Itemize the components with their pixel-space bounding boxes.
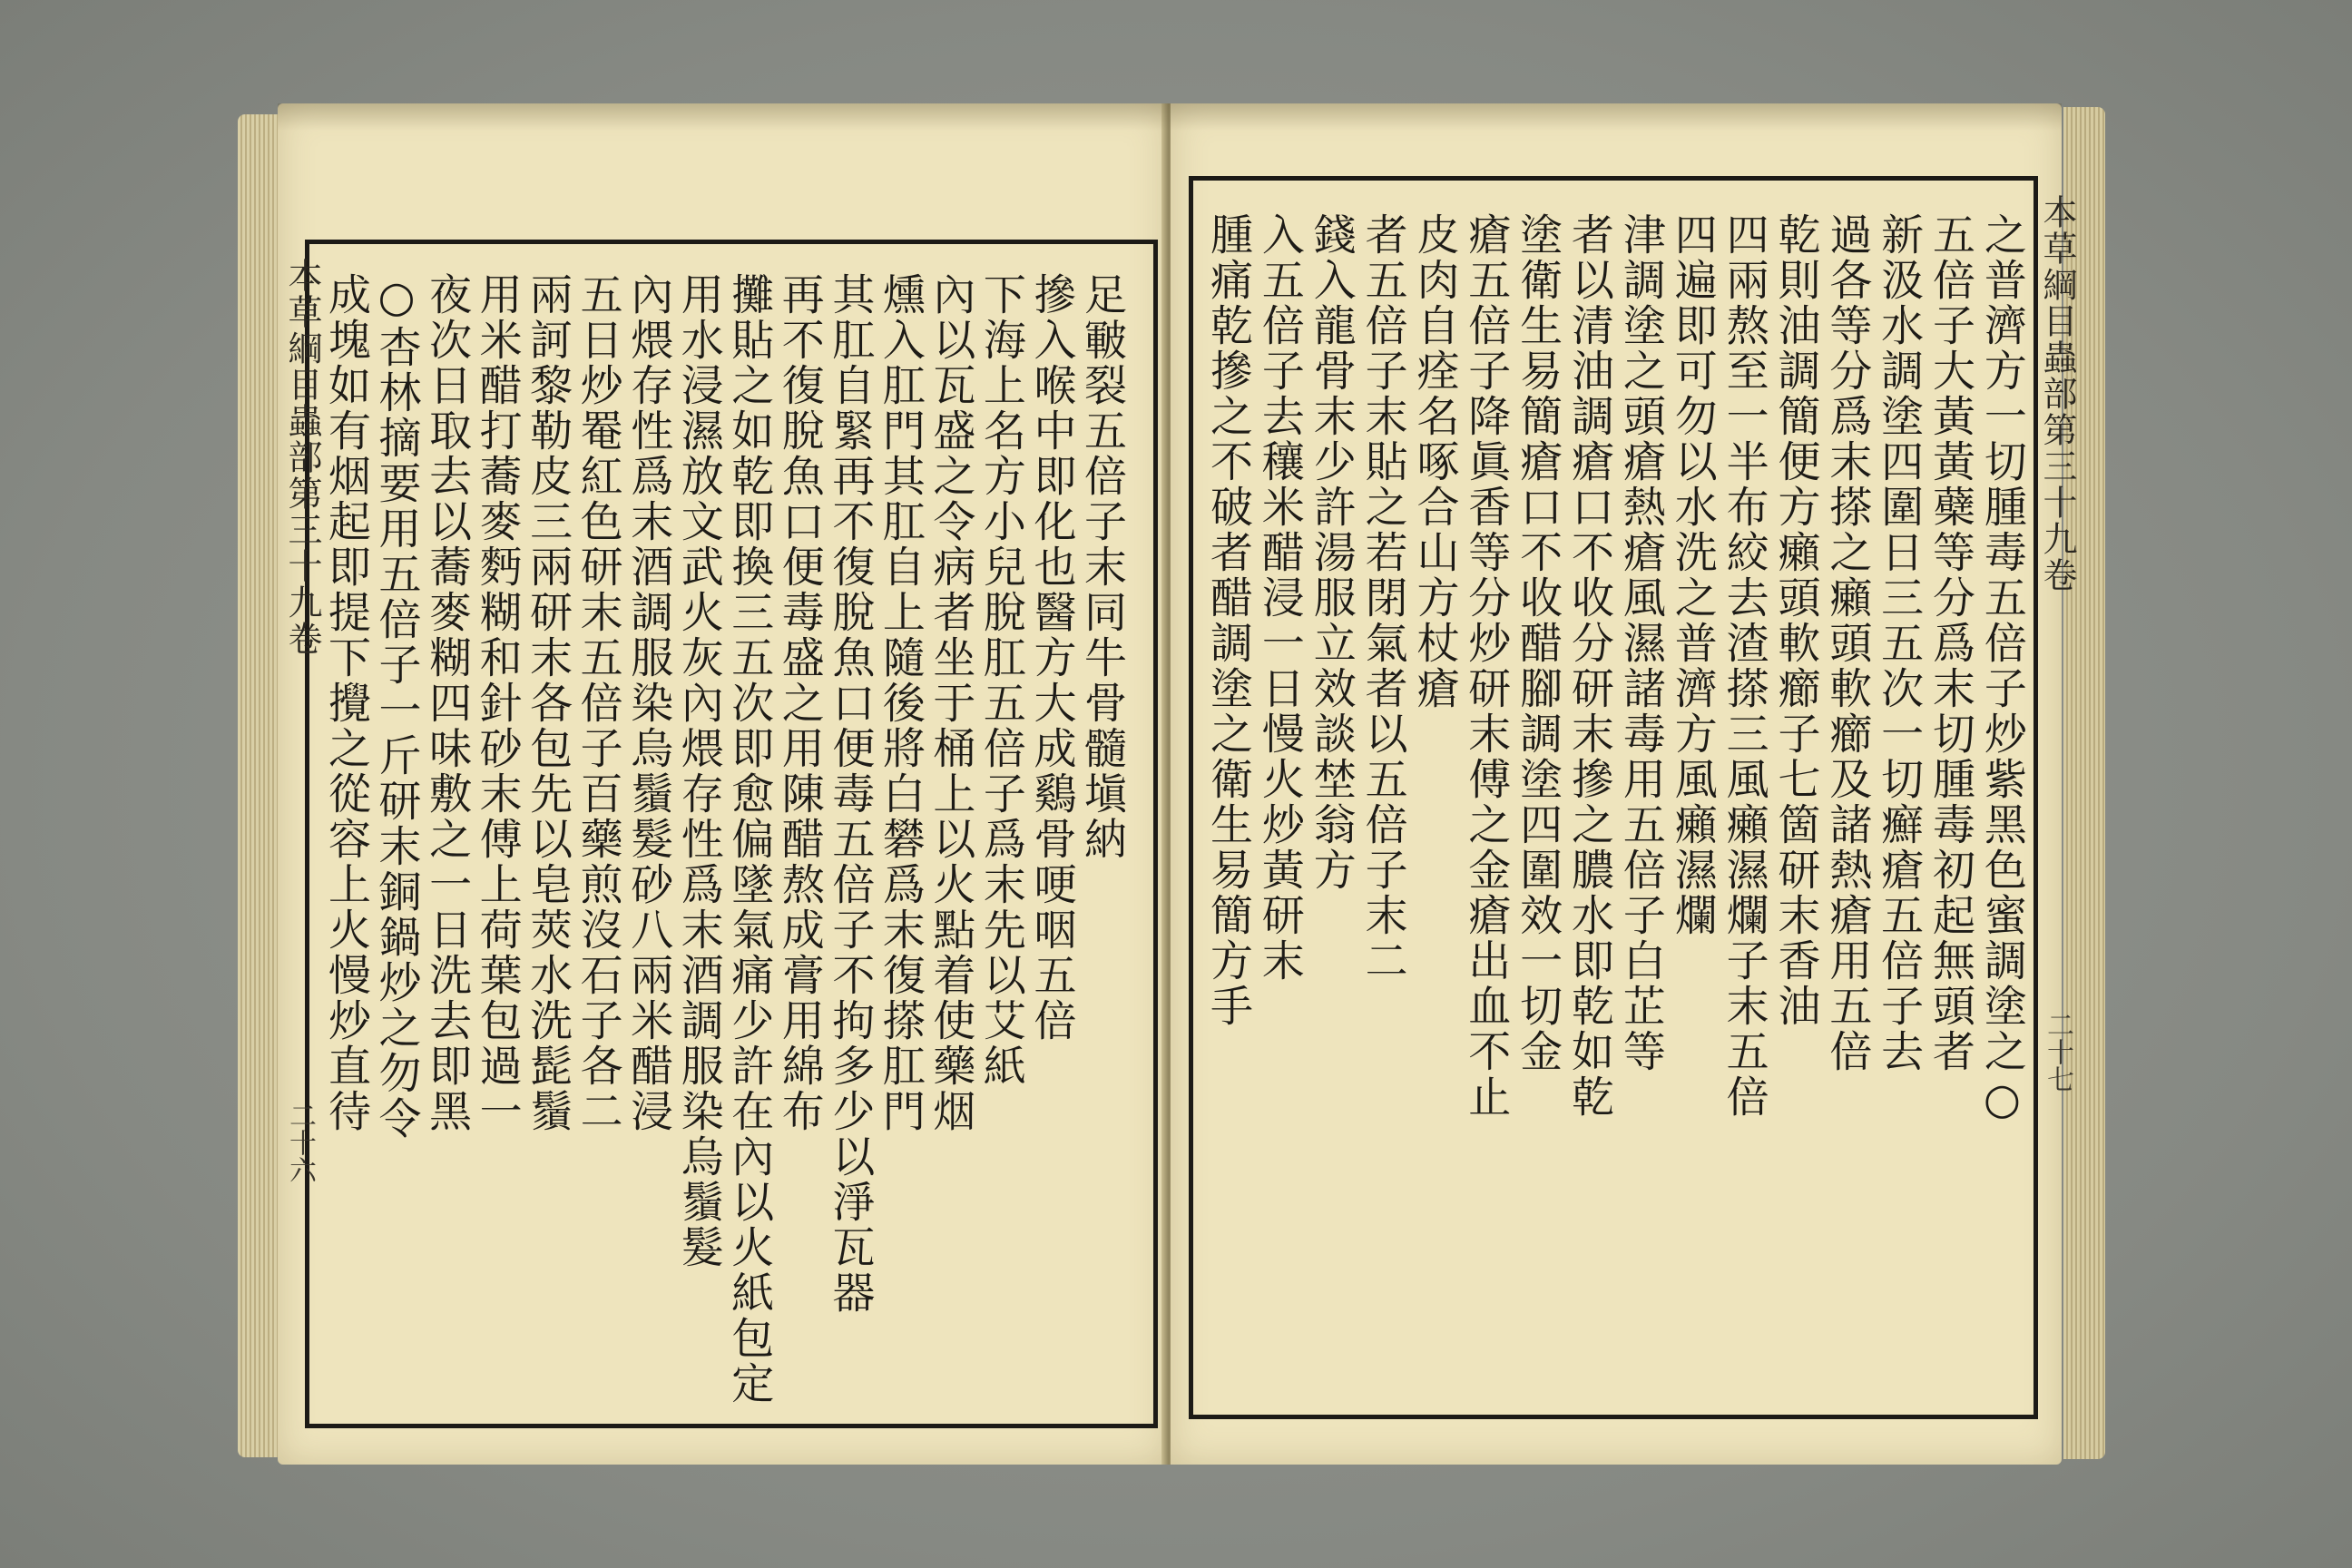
- text-column: 塗衛生易簡瘡口不收醋腳調塗四圍效一切金: [1513, 212, 1563, 1074]
- text-column: 者五倍子末貼之若閉氣者以五倍子末二: [1357, 212, 1408, 984]
- right-margin-title: 本草綱目蟲部第三十九卷: [2037, 194, 2077, 593]
- text-column: 摻入喉中即化也醫方大成鷄骨哽咽五倍: [1026, 272, 1077, 1044]
- text-column: 乾則油調簡便方癩頭軟癤子七箇研末香油: [1770, 212, 1821, 1029]
- open-book: [238, 96, 2105, 1485]
- top-shadow: [278, 103, 2062, 131]
- text-column: 新汲水調塗四圍日三五次一切癬瘡五倍子去: [1874, 212, 1925, 1074]
- left-margin-title: 本草綱目蟲部第三十九卷: [282, 258, 322, 657]
- text-column: 錢入龍骨末少許湯服立效談埜翁方: [1306, 212, 1357, 893]
- text-column: 內煨存性爲末酒調服染烏鬚髮砂八兩米醋浸: [623, 272, 674, 1134]
- text-column: 攤貼之如乾即換三五次即愈偏墜氣痛少許在內以火紙包定: [724, 272, 775, 1406]
- text-column: 下海上名方小兒脫肛五倍子爲末先以艾紙: [975, 272, 1026, 1089]
- text-column: 過各等分爲末搽之癩頭軟癤及諸熱瘡用五倍: [1822, 212, 1873, 1074]
- right-folio: 二十七: [2042, 1011, 2073, 1093]
- text-column: 者以清油調瘡口不收分研末摻之膿水即乾如乾: [1564, 212, 1615, 1120]
- text-column: 瘡五倍子降眞香等分炒研末傅之金瘡出血不止: [1461, 212, 1512, 1120]
- text-column: 再不復脫魚口便毒盛之用陳醋熬成膏用綿布: [774, 272, 825, 1134]
- text-column: 其肛自緊再不復脫魚口便毒五倍子不拘多少以淨瓦器: [825, 272, 876, 1316]
- text-column: 津調塗之頭瘡熱瘡風濕諸毒用五倍子白芷等: [1615, 212, 1666, 1074]
- left-page: [278, 103, 1167, 1465]
- text-column: 成塊如有烟起即提下攪之從容上火慢炒直待: [321, 272, 371, 1134]
- text-column: 五倍子大黃黃蘗等分爲末切腫毒初起無頭者: [1926, 212, 1976, 1074]
- text-column: 內以瓦盛之令病者坐于桶上以火點着使藥烟: [926, 272, 976, 1134]
- text-column: 四遍即可勿以水洗之普濟方風癩濕爛: [1667, 212, 1718, 938]
- text-column: 皮肉自痊名啄合山方杖瘡: [1409, 212, 1460, 711]
- text-column: 用米醋打蕎麥麪糊和針砂末傅上荷葉包過一: [472, 272, 523, 1134]
- text-column: 夜次日取去以蕎麥糊四味敷之一日洗去即黑: [422, 272, 473, 1134]
- text-column: 燻入肛門其肛自上隨後將白礬爲末復搽肛門: [875, 272, 926, 1134]
- text-column: 入五倍子去穰米醋浸一日慢火炒黃研末: [1254, 212, 1305, 984]
- right-text-columns: [1203, 212, 2027, 1401]
- left-folio: 二十六: [284, 1102, 316, 1183]
- text-column: 腫痛乾摻之不破者醋調塗之衛生易簡方手: [1203, 212, 1253, 1029]
- text-column: 之普濟方一切腫毒五倍子炒紫黑色蜜調塗之○: [1976, 212, 2027, 1127]
- right-page: [1171, 103, 2077, 1465]
- text-column: ○杏林摘要用五倍子一斤研末銅鍋炒之勿令: [371, 272, 422, 1142]
- left-text-columns: [321, 272, 1127, 1406]
- text-column: 足皸裂五倍子末同牛骨髓塡納: [1076, 272, 1127, 862]
- text-column: 五日炒罨紅色研末五倍子百藥煎沒石子各二: [573, 272, 623, 1134]
- text-column: 兩訶黎勒皮三兩研末各包先以皂莢水洗髭鬚: [523, 272, 573, 1134]
- text-column: 四兩熬至一半布絞去渣搽三風癩濕爛子末五倍: [1719, 212, 1769, 1120]
- text-column: 用水浸濕放文武火灰內煨存性爲末酒調服染烏鬚髮: [673, 272, 724, 1270]
